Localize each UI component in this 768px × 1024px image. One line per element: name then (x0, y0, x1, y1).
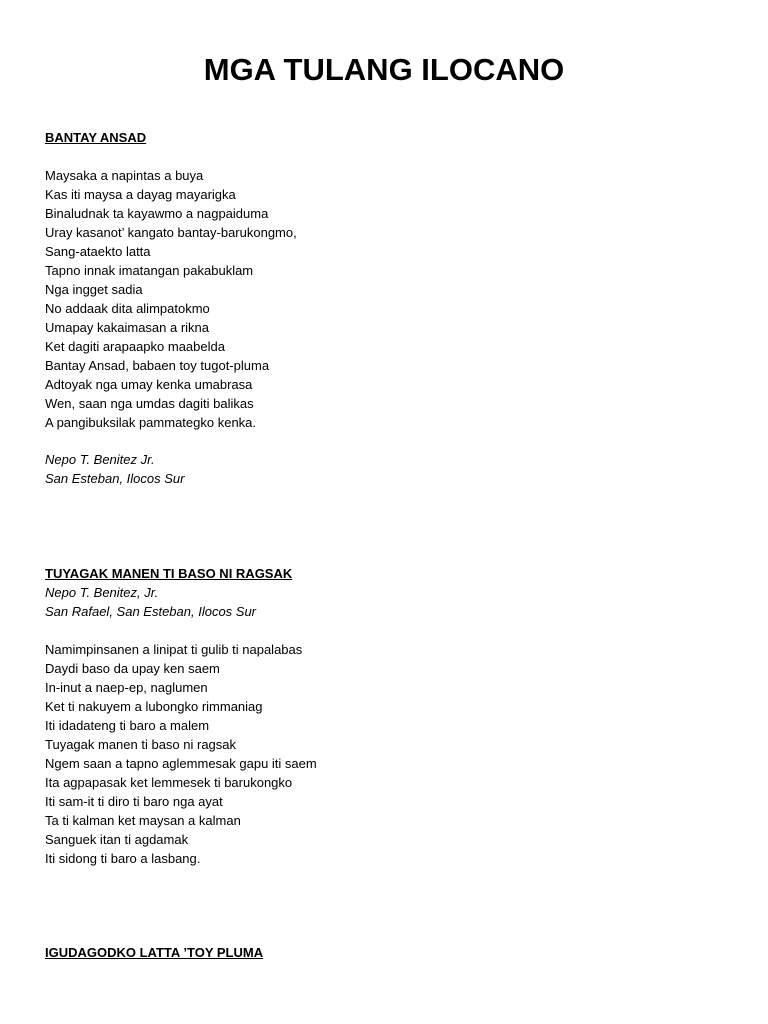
poem-title: IGUDAGODKO LATTA ’TOY PLUMA (45, 945, 264, 960)
verse-line: Ket dagiti arapaapko maabelda (45, 339, 225, 354)
verse-line: Binaludnak ta kayawmo a nagpaiduma (45, 206, 269, 221)
verse-line: Tapno innak imatangan pakabuklam (45, 263, 254, 278)
document-title: MGA TULANG ILOCANO (203, 52, 565, 87)
verse-line: In-inut a naep-ep, naglumen (45, 680, 208, 695)
verse-line: Iti sam-it ti diro ti baro nga ayat (45, 794, 223, 809)
verse-line: Uray kasanot’ kangato bantay-barukongmo, (45, 225, 297, 240)
verse-line: Iti idadateng ti baro a malem (45, 718, 210, 733)
verse-line: Ta ti kalman ket maysan a kalman (45, 813, 241, 828)
author-name: Nepo T. Benitez Jr. (45, 452, 155, 467)
verse-line: Adtoyak nga umay kenka umabrasa (45, 377, 253, 392)
author-location: San Rafael, San Esteban, Ilocos Sur (45, 604, 257, 619)
verse-line: Maysaka a napintas a buya (45, 168, 204, 183)
verse-line: Bantay Ansad, babaen toy tugot-pluma (45, 358, 270, 373)
verse-line: Daydi baso da upay ken saem (45, 661, 220, 676)
verse-line: Ket ti nakuyem a lubongko rimmaniag (45, 699, 263, 714)
verse-line: Tuyagak manen ti baso ni ragsak (45, 737, 237, 752)
author-location: San Esteban, Ilocos Sur (45, 471, 185, 486)
poem-verses (45, 166, 297, 432)
poem-title: TUYAGAK MANEN TI BASO NI RAGSAK (45, 566, 293, 581)
verse-line: Ita agpapasak ket lemmesek ti barukongko (45, 775, 293, 790)
verse-line: Namimpinsanen a linipat ti gulib ti napalabas (45, 642, 303, 657)
verse-line: Kas iti maysa a dayag mayarigka (45, 187, 236, 202)
verse-line: A pangibuksilak pammategko kenka. (45, 415, 257, 430)
author-name: Nepo T. Benitez, Jr. (45, 585, 159, 600)
verse-line: Sanguek itan ti agdamak (45, 832, 189, 847)
verse-line: Wen, saan nga umdas dagiti balikas (45, 396, 254, 411)
verse-line: Ngem saan a tapno aglemmesak gapu iti saem (45, 756, 317, 771)
poem-byline (45, 583, 256, 621)
poem-title: BANTAY ANSAD (45, 130, 147, 145)
poem-byline (45, 450, 184, 488)
verse-line: Nga ingget sadia (45, 282, 143, 297)
verse-line: No addaak dita alimpatokmo (45, 301, 210, 316)
poem-verses (45, 640, 317, 868)
verse-line: Umapay kakaimasan a rikna (45, 320, 210, 335)
verse-line: Iti sidong ti baro a lasbang. (45, 851, 201, 866)
verse-line: Sang-ataekto latta (45, 244, 151, 259)
